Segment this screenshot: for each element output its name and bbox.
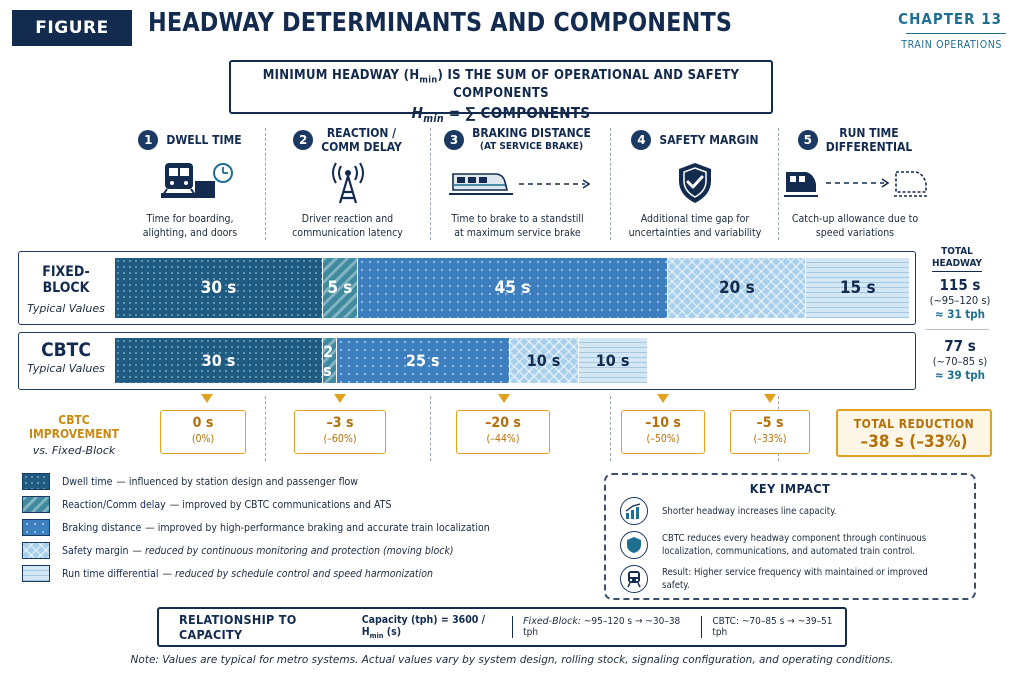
bar-segment-label: 10 s [526, 351, 561, 370]
total-value: 77 s [944, 337, 976, 355]
component-desc-2: uncertainties and variability [628, 227, 762, 239]
legend-name: Safety margin [62, 544, 129, 557]
down-arrow-icon [334, 394, 346, 403]
component-desc-2: speed variations [815, 227, 895, 239]
legend-item-braking [22, 516, 490, 539]
total-head-line-1: TOTAL [941, 246, 973, 257]
legend-name: Reaction/Comm delay [62, 498, 166, 511]
component-title: BRAKING DISTANCE [472, 126, 591, 140]
component-title-2: DIFFERENTIAL [825, 140, 913, 154]
bar-segment-label: 25 s [405, 351, 440, 370]
down-arrow-icon [498, 394, 510, 403]
total-reduction-box [836, 409, 992, 457]
bar-segment-label: 20 s [719, 278, 755, 298]
improvement-runtime [730, 410, 810, 454]
chapter-label: CHAPTER 13 [898, 10, 1002, 28]
total-reduction-label: TOTAL REDUCTION [853, 417, 975, 431]
component-desc-1: Catch-up allowance due to [791, 213, 919, 225]
legend-name: Braking distance [62, 521, 142, 534]
component-desc-1: Time for boarding, [146, 213, 234, 225]
component-desc-2: alighting, and doors [142, 227, 238, 239]
legend-swatch [22, 542, 50, 559]
bar-segment-label: 2 s [323, 341, 334, 380]
improvement-percent: (–44%) [486, 433, 520, 445]
component-title: DWELL TIME [166, 133, 242, 147]
bar-segment-label: 15 s [839, 278, 876, 298]
page-title: HEADWAY DETERMINANTS AND COMPONENTS [148, 8, 733, 38]
down-arrow-icon [201, 394, 213, 403]
improvement-braking [456, 410, 550, 454]
component-braking [430, 124, 605, 246]
column-divider [265, 396, 266, 461]
chapter-divider [906, 33, 1006, 34]
component-reaction [270, 124, 425, 246]
legend-swatch [22, 473, 50, 490]
bar-segment-label: 30 s [201, 351, 236, 370]
component-title-2: COMM DELAY [321, 140, 402, 154]
number-badge: 4 [631, 130, 651, 150]
column-divider [430, 128, 431, 240]
bar-segment-dwell [115, 338, 322, 383]
total-tph: ≈ 39 tph [935, 368, 985, 382]
bar-segment-reaction [322, 258, 357, 318]
improvement-safety [621, 410, 705, 454]
total-reduction-value: –38 s (–33%) [860, 432, 968, 452]
row-subtitle: Typical Values [27, 302, 105, 315]
chapter-subtitle: TRAIN OPERATIONS [901, 39, 1002, 51]
column-divider [610, 128, 611, 240]
bar-segment-label: 10 s [595, 351, 630, 370]
legend-name: Dwell time [62, 475, 113, 488]
legend-desc: — improved by CBTC communications and ATS [169, 498, 392, 511]
improvement-value: –5 s [756, 415, 784, 431]
legend-item-safety [22, 539, 490, 562]
improvement-value: –10 s [645, 415, 681, 431]
number-badge: 1 [138, 130, 158, 150]
component-title: SAFETY MARGIN [659, 133, 759, 147]
capacity-cbtc: CBTC: ~70–85 s → ~39–51 tph [712, 616, 833, 638]
legend-name: Run time differential [62, 567, 159, 580]
total-headway-header [930, 246, 984, 272]
component-desc-2: communication latency [292, 227, 403, 239]
bar-segment-runtime [578, 338, 647, 383]
improvement-value: –3 s [326, 415, 354, 431]
key-impact-text: CBTC reduces every headway component through continuous localization, communications, and automated train control. [662, 533, 927, 557]
bar-segment-dwell [115, 258, 322, 318]
total-range: (~95–120 s) [929, 294, 991, 307]
component-desc-1: Driver reaction and [301, 213, 394, 225]
improvement-value: 0 s [192, 415, 214, 431]
key-impact-text: Shorter headway increases line capacity. [662, 505, 837, 517]
down-arrow-icon [764, 394, 776, 403]
number-badge: 3 [444, 130, 464, 150]
row-title: FIXED-BLOCK [42, 264, 90, 296]
legend-desc: — reduced by schedule control and speed harmonization [162, 567, 433, 580]
bar-segment-braking [357, 258, 668, 318]
row-subtitle: Typical Values [27, 362, 105, 375]
shield-check-icon [615, 160, 775, 206]
column-divider [610, 396, 611, 461]
improvement-subtitle: vs. Fixed-Block [32, 444, 116, 457]
component-title: REACTION / [326, 126, 397, 140]
bar-segment-safety [509, 338, 578, 383]
component-safety [615, 124, 775, 246]
total-tph: ≈ 31 tph [935, 307, 985, 321]
bar-segment-label: 30 s [200, 278, 237, 298]
bar-segment-reaction [322, 338, 336, 383]
bar-segment-runtime [805, 258, 909, 318]
braking-train-icon [430, 160, 605, 206]
shield-icon [620, 531, 648, 559]
bar-chart-icon [620, 497, 648, 525]
improvement-dwell [160, 410, 246, 454]
footnote: Note: Values are typical for metro systems. Actual values vary by system design, rolling stock, signaling configuration, and operating conditions. [130, 654, 894, 666]
bar-segment-braking [336, 338, 509, 383]
cbtc-total [920, 337, 1000, 382]
improvement-title: CBTC IMPROVEMENT [28, 413, 120, 441]
improvement-value: –20 s [485, 415, 521, 431]
formula-line-2: $H_{min}$ = ∑ COMPONENTS [411, 103, 591, 125]
capacity-divider [512, 616, 513, 638]
down-arrow-icon [657, 394, 669, 403]
figure-tag: FIGURE 13.1 [12, 10, 132, 46]
capacity-title: RELATIONSHIP TO CAPACITY [179, 612, 297, 642]
number-badge: 2 [293, 130, 313, 150]
formula-line-1: MINIMUM HEADWAY $(H_{min})$ IS THE SUM OF OPERATIONAL AND SAFETY COMPONENTS [262, 68, 740, 101]
column-divider [778, 128, 779, 240]
column-divider [265, 128, 266, 240]
bar-segment-label: 5 s [327, 278, 353, 298]
cbtc-label [19, 339, 113, 375]
legend-desc: — improved by high-performance braking and accurate train localization [145, 521, 490, 534]
total-head-line-2: HEADWAY [932, 258, 982, 272]
legend-swatch [22, 565, 50, 582]
number-badge: 5 [798, 130, 818, 150]
radio-tower-icon [270, 160, 425, 206]
train-catch-up-icon [780, 160, 930, 206]
formula-box [229, 60, 773, 125]
key-impact-item [620, 531, 942, 559]
legend-swatch [22, 496, 50, 513]
improvement-reaction [294, 410, 386, 454]
improvement-percent: (–33%) [753, 433, 787, 445]
train-icon [620, 565, 648, 593]
component-desc-2: at maximum service brake [454, 227, 581, 239]
capacity-divider [701, 616, 702, 638]
component-desc-1: Time to brake to a standstill [451, 213, 584, 225]
column-divider [430, 396, 431, 461]
capacity-box [157, 607, 847, 647]
total-value: 115 s [939, 276, 981, 294]
key-impact-box [604, 473, 976, 600]
component-dwell [115, 124, 265, 246]
legend-swatch [22, 519, 50, 536]
bar-segment-safety [667, 258, 805, 318]
component-desc-1: Additional time gap for [640, 213, 750, 225]
improvement-percent: (0%) [191, 433, 215, 445]
total-divider [925, 329, 989, 330]
bar-segment-label: 45 s [494, 278, 531, 298]
fixed-block-label [19, 264, 113, 315]
total-range: (~70–85 s) [932, 355, 988, 368]
key-impact-text: Result: Higher service frequency with maintained or improved safety. [662, 567, 928, 591]
train-station-clock-icon [115, 160, 265, 206]
legend-item-reaction [22, 493, 490, 516]
fixed-total [920, 276, 1000, 321]
component-title: RUN TIME [839, 126, 899, 140]
component-title-2: (AT SERVICE BRAKE) [479, 141, 584, 152]
key-impact-title: KEY IMPACT [749, 481, 831, 496]
component-runtime [780, 124, 930, 246]
legend [22, 470, 490, 585]
key-impact-item [620, 565, 942, 593]
legend-item-runtime [22, 562, 490, 585]
improvement-percent: (–50%) [646, 433, 680, 445]
capacity-formula: Capacity $(tph) = 3600 / H_{min}$ (s) [361, 613, 486, 641]
legend-desc: — influenced by station design and passenger flow [116, 475, 359, 488]
legend-item-dwell [22, 470, 490, 493]
legend-desc: — reduced by continuous monitoring and protection (moving block) [132, 544, 454, 557]
improvement-label [18, 413, 130, 457]
capacity-fixed: Fixed-Block: ~95–120 s → ~30–38 tph [523, 616, 681, 638]
row-title: CBTC [41, 339, 91, 361]
key-impact-item [620, 497, 942, 525]
improvement-percent: (–60%) [323, 433, 357, 445]
